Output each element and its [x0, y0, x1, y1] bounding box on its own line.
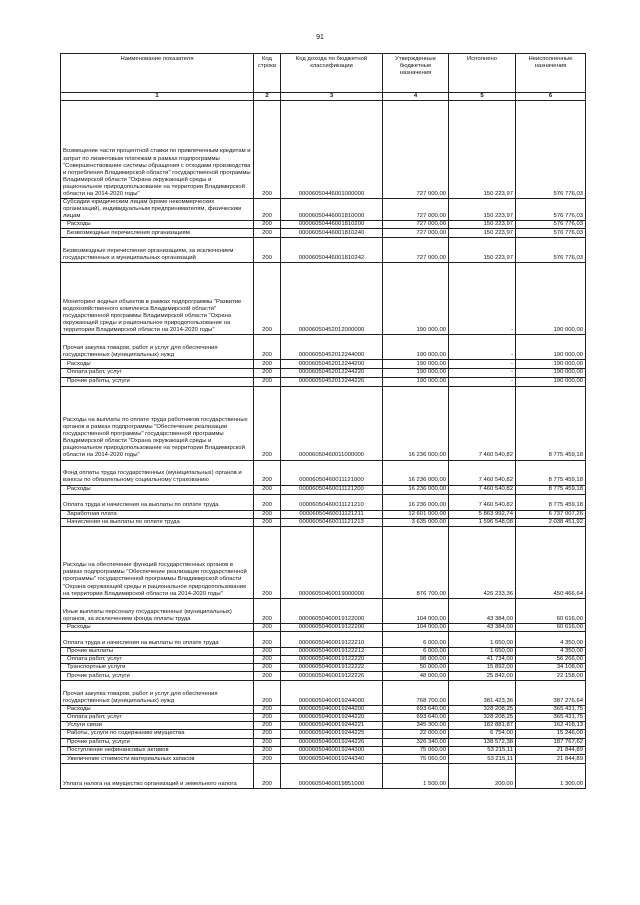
- row-approved: 22 000,00: [383, 730, 449, 738]
- row-classification: 00006050446001810242: [281, 238, 383, 263]
- table-row: [61, 722, 586, 730]
- row-name: Прочие работы, услуги: [61, 672, 254, 681]
- row-done: 5 863 992,74: [449, 510, 516, 518]
- row-done: 53 215,11: [449, 754, 516, 763]
- header-undone: Неисполненные назначения: [516, 54, 586, 93]
- row-done: 150 223,97: [449, 199, 516, 221]
- row-code: 200: [254, 494, 281, 510]
- row-approved: 6 000,00: [383, 631, 449, 647]
- row-name: Расходы: [61, 706, 254, 714]
- row-classification: 00006050452012244000: [281, 335, 383, 360]
- row-approved: 98 000,00: [383, 655, 449, 663]
- row-undone: 576 776,03: [516, 199, 586, 221]
- row-approved: 876 700,00: [383, 526, 449, 598]
- row-code: 200: [254, 631, 281, 647]
- index-cell: 1: [61, 93, 254, 101]
- table-row: [61, 510, 586, 518]
- table-row: [61, 518, 586, 526]
- row-approved: 3 635 000,00: [383, 518, 449, 526]
- row-code: 200: [254, 460, 281, 485]
- row-done: 1 650,00: [449, 647, 516, 655]
- header-approved: Утвержденные бюджетные назначения: [383, 54, 449, 93]
- row-done: 25 842,00: [449, 672, 516, 681]
- row-code: 200: [254, 746, 281, 754]
- row-name: Расходы: [61, 360, 254, 369]
- table-row: [61, 714, 586, 722]
- row-name: Расходы: [61, 623, 254, 631]
- row-undone: 21 844,89: [516, 754, 586, 763]
- row-name: Безвозмездные перечисления организациям, за исключением государственных и муниципальных организаций: [61, 238, 254, 263]
- table-row: [61, 526, 586, 598]
- row-name: Мониторинг водных объектов в рамках подпрограммы "Развитие водохозяйственного комплекса Владимирской области" государственной программы Владимирской области "Охрана окружающей среды и рациональное природопользование на территории Владимирской области на 2014-2020 годы": [61, 263, 254, 335]
- row-classification: 00006050460011121211: [281, 510, 383, 518]
- row-done: 150 223,97: [449, 101, 516, 199]
- row-undone: 187 767,62: [516, 738, 586, 746]
- row-done: 7 460 540,82: [449, 494, 516, 510]
- row-undone: 1 300,00: [516, 763, 586, 788]
- row-approved: 190 000,00: [383, 263, 449, 335]
- row-code: 200: [254, 623, 281, 631]
- row-name: Начисления на выплаты по оплате труда: [61, 518, 254, 526]
- row-done: 7 460 540,82: [449, 485, 516, 494]
- table-row: [61, 221, 586, 229]
- row-classification: 00006050452012244220: [281, 369, 383, 377]
- row-approved: 727 000,00: [383, 221, 449, 229]
- row-name: Оплата работ, услуг: [61, 714, 254, 722]
- table-row: [61, 706, 586, 714]
- row-name: Оплата работ, услуг: [61, 369, 254, 377]
- table-row: [61, 730, 586, 738]
- row-classification: 00006050446001810000: [281, 199, 383, 221]
- row-code: 200: [254, 221, 281, 229]
- row-code: 200: [254, 681, 281, 706]
- row-classification: 00006050460011000000: [281, 386, 383, 460]
- index-cell: 6: [516, 93, 586, 101]
- header-done: Исполнено: [449, 54, 516, 93]
- table-row: [61, 263, 586, 335]
- row-name: Расходы: [61, 485, 254, 494]
- header-name: Наименование показателя: [61, 54, 254, 93]
- row-classification: 00006050460011121000: [281, 460, 383, 485]
- row-approved: 190 000,00: [383, 360, 449, 369]
- row-approved: 1 500,00: [383, 763, 449, 788]
- table-row: [61, 335, 586, 360]
- row-classification: 00006050460019244226: [281, 738, 383, 746]
- row-classification: 00006050446001000000: [281, 101, 383, 199]
- index-cell: 3: [281, 93, 383, 101]
- row-approved: 727 000,00: [383, 238, 449, 263]
- row-undone: 576 776,03: [516, 221, 586, 229]
- row-approved: 693 640,00: [383, 706, 449, 714]
- table-row: [61, 199, 586, 221]
- row-name: Прочие выплаты: [61, 647, 254, 655]
- table-row: [61, 754, 586, 763]
- row-classification: 00006050460019244300: [281, 746, 383, 754]
- row-undone: 60 616,00: [516, 623, 586, 631]
- row-code: 200: [254, 369, 281, 377]
- row-undone: 576 776,03: [516, 238, 586, 263]
- row-classification: 00006050452012244226: [281, 377, 383, 386]
- row-classification: 00006050460019122000: [281, 598, 383, 623]
- header-code: Код строки: [254, 54, 281, 93]
- row-code: 200: [254, 360, 281, 369]
- row-code: 200: [254, 714, 281, 722]
- row-classification: 00006050446001810200: [281, 221, 383, 229]
- row-approved: 190 000,00: [383, 377, 449, 386]
- row-undone: 56 266,00: [516, 655, 586, 663]
- row-done: -: [449, 335, 516, 360]
- row-code: 200: [254, 377, 281, 386]
- row-code: 200: [254, 263, 281, 335]
- header-row: [61, 54, 586, 93]
- row-undone: 21 844,89: [516, 746, 586, 754]
- row-undone: 15 246,00: [516, 730, 586, 738]
- row-approved: 16 236 000,00: [383, 494, 449, 510]
- table-row: [61, 377, 586, 386]
- row-undone: 190 000,00: [516, 335, 586, 360]
- row-undone: 8 775 459,18: [516, 460, 586, 485]
- row-approved: 727 000,00: [383, 229, 449, 238]
- row-classification: 00006050460019244221: [281, 722, 383, 730]
- row-code: 200: [254, 335, 281, 360]
- row-name: Оплата труда и начисления на выплаты по оплате труда: [61, 494, 254, 510]
- table-row: [61, 229, 586, 238]
- row-name: Субсидии юридическим лицам (кроме некоммерческих организаций), индивидуальным предпринимателям, физическим лицам: [61, 199, 254, 221]
- row-undone: 6 737 007,26: [516, 510, 586, 518]
- row-name: Расходы на обеспечение функций государственных органов в рамках подпрограммы "Обеспечение реализации государственной программы" государственной программы Владимирской области "Охрана окружающей среды и рациональное природопользование на территории Владимирской области на 2014-2020 годы": [61, 526, 254, 598]
- row-name: Поступление нефинансовых активов: [61, 746, 254, 754]
- row-approved: 326 340,00: [383, 738, 449, 746]
- row-done: 43 384,00: [449, 623, 516, 631]
- row-classification: 00006050460019244225: [281, 730, 383, 738]
- row-code: 200: [254, 754, 281, 763]
- table-row: [61, 647, 586, 655]
- table-row: [61, 369, 586, 377]
- row-approved: 75 060,00: [383, 746, 449, 754]
- row-done: 41 734,00: [449, 655, 516, 663]
- row-code: 200: [254, 763, 281, 788]
- row-name: Заработная плата: [61, 510, 254, 518]
- row-undone: 8 775 459,18: [516, 485, 586, 494]
- row-undone: 190 000,00: [516, 263, 586, 335]
- row-classification: 00006050460019122222: [281, 664, 383, 672]
- row-done: 150 223,97: [449, 238, 516, 263]
- row-classification: 00006050460019244000: [281, 681, 383, 706]
- row-undone: 450 466,64: [516, 526, 586, 598]
- row-classification: 00006050460019122212: [281, 647, 383, 655]
- row-undone: 60 616,00: [516, 598, 586, 623]
- table-row: [61, 763, 586, 788]
- table-row: [61, 746, 586, 754]
- row-undone: 576 776,03: [516, 229, 586, 238]
- index-cell: 4: [383, 93, 449, 101]
- row-approved: 190 000,00: [383, 369, 449, 377]
- row-code: 200: [254, 518, 281, 526]
- row-done: -: [449, 360, 516, 369]
- row-name: Иные выплаты персоналу государственных (муниципальных) органов, за исключением фонда оплаты труда: [61, 598, 254, 623]
- row-approved: 345 300,00: [383, 722, 449, 730]
- table-row: [61, 738, 586, 746]
- row-name: Прочие работы, услуги: [61, 377, 254, 386]
- row-done: -: [449, 263, 516, 335]
- row-classification: 00006050460019122226: [281, 672, 383, 681]
- table-row: [61, 386, 586, 460]
- row-approved: 768 700,00: [383, 681, 449, 706]
- table-row: [61, 238, 586, 263]
- row-code: 200: [254, 738, 281, 746]
- row-undone: 2 038 451,92: [516, 518, 586, 526]
- row-undone: 22 158,00: [516, 672, 586, 681]
- row-code: 200: [254, 664, 281, 672]
- index-cell: 2: [254, 93, 281, 101]
- row-undone: 576 776,03: [516, 101, 586, 199]
- row-name: Прочая закупка товаров, работ и услуг для обеспечения государственных (муниципальных) нужд: [61, 681, 254, 706]
- row-done: 426 233,36: [449, 526, 516, 598]
- row-undone: 365 431,75: [516, 714, 586, 722]
- row-code: 200: [254, 722, 281, 730]
- row-name: Транспортные услуги: [61, 664, 254, 672]
- row-classification: 00006050460011121213: [281, 518, 383, 526]
- row-code: 200: [254, 706, 281, 714]
- row-done: 200,00: [449, 763, 516, 788]
- table-row: [61, 623, 586, 631]
- row-approved: 190 000,00: [383, 335, 449, 360]
- row-code: 200: [254, 672, 281, 681]
- row-classification: 00006050460011121200: [281, 485, 383, 494]
- row-approved: 727 000,00: [383, 101, 449, 199]
- row-name: Прочая закупка товаров, работ и услуг для обеспечения государственных (муниципальных) нужд: [61, 335, 254, 360]
- row-name: Работы, услуги по содержанию имущества: [61, 730, 254, 738]
- row-classification: 00006050460011121210: [281, 494, 383, 510]
- table-row: [61, 494, 586, 510]
- row-name: Оплата труда и начисления на выплаты по оплате труда: [61, 631, 254, 647]
- row-done: 182 881,87: [449, 722, 516, 730]
- row-undone: 387 276,64: [516, 681, 586, 706]
- page-number: 91: [316, 34, 324, 41]
- row-approved: 16 236 000,00: [383, 386, 449, 460]
- row-approved: 6 000,00: [383, 647, 449, 655]
- row-approved: 693 640,00: [383, 714, 449, 722]
- row-name: Прочие работы, услуги: [61, 738, 254, 746]
- row-approved: 16 236 000,00: [383, 485, 449, 494]
- row-code: 200: [254, 730, 281, 738]
- row-done: 6 754,00: [449, 730, 516, 738]
- table-row: [61, 101, 586, 199]
- row-name: Фонд оплаты труда государственных (муниципальных) органов и взносы по обязательному социальному страхованию: [61, 460, 254, 485]
- row-done: 1 650,00: [449, 631, 516, 647]
- index-row: [61, 93, 586, 101]
- row-code: 200: [254, 199, 281, 221]
- row-name: Услуги связи: [61, 722, 254, 730]
- row-name: Расходы на выплаты по оплате труда работников государственных органов в рамках подпрограммы "Обеспечение реализации государственной программы" государственной программы Владимирской области "Охрана окружающей среды и рациональное природопользование на территории Владимирской области на 2014-2020 годы": [61, 386, 254, 460]
- row-code: 200: [254, 526, 281, 598]
- row-done: 53 215,11: [449, 746, 516, 754]
- table-row: [61, 672, 586, 681]
- table-row: [61, 598, 586, 623]
- budget-table: [60, 53, 586, 789]
- row-classification: 00006050452012000000: [281, 263, 383, 335]
- row-done: 381 423,36: [449, 681, 516, 706]
- row-classification: 00006050460019244220: [281, 714, 383, 722]
- row-classification: 00006050446001810240: [281, 229, 383, 238]
- row-done: -: [449, 377, 516, 386]
- row-undone: 4 350,00: [516, 647, 586, 655]
- row-undone: 162 418,13: [516, 722, 586, 730]
- table-row: [61, 681, 586, 706]
- row-approved: 48 000,00: [383, 672, 449, 681]
- row-name: Увеличение стоимости материальных запасов: [61, 754, 254, 763]
- row-done: 138 572,38: [449, 738, 516, 746]
- row-approved: 727 000,00: [383, 199, 449, 221]
- row-done: 150 223,97: [449, 229, 516, 238]
- row-code: 200: [254, 598, 281, 623]
- row-classification: 00006050460019122220: [281, 655, 383, 663]
- row-classification: 00006050460019244340: [281, 754, 383, 763]
- row-name: Безвозмездные перечисления организациям: [61, 229, 254, 238]
- row-code: 200: [254, 647, 281, 655]
- table-row: [61, 655, 586, 663]
- table-row: [61, 485, 586, 494]
- row-classification: 00006050452012244200: [281, 360, 383, 369]
- row-done: -: [449, 369, 516, 377]
- row-done: 15 892,00: [449, 664, 516, 672]
- row-code: 200: [254, 386, 281, 460]
- row-undone: 8 775 459,18: [516, 386, 586, 460]
- row-approved: 75 060,00: [383, 754, 449, 763]
- row-undone: 8 775 459,18: [516, 494, 586, 510]
- row-code: 200: [254, 238, 281, 263]
- row-code: 200: [254, 229, 281, 238]
- table-row: [61, 631, 586, 647]
- table-row: [61, 664, 586, 672]
- row-done: 1 596 548,08: [449, 518, 516, 526]
- row-undone: 190 000,00: [516, 360, 586, 369]
- row-done: 150 223,97: [449, 221, 516, 229]
- row-undone: 190 000,00: [516, 369, 586, 377]
- row-done: 328 208,25: [449, 706, 516, 714]
- row-undone: 4 350,00: [516, 631, 586, 647]
- row-name: Расходы: [61, 221, 254, 229]
- row-approved: 104 000,00: [383, 598, 449, 623]
- table-row: [61, 360, 586, 369]
- row-done: 7 460 540,82: [449, 386, 516, 460]
- row-approved: 16 236 000,00: [383, 460, 449, 485]
- row-code: 200: [254, 485, 281, 494]
- row-approved: 50 000,00: [383, 664, 449, 672]
- row-undone: 365 431,75: [516, 706, 586, 714]
- row-undone: 34 108,00: [516, 664, 586, 672]
- row-undone: 190 000,00: [516, 377, 586, 386]
- row-code: 200: [254, 655, 281, 663]
- row-approved: 104 000,00: [383, 623, 449, 631]
- row-classification: 00006050460019000000: [281, 526, 383, 598]
- row-name: Оплата работ, услуг: [61, 655, 254, 663]
- row-done: 7 460 540,82: [449, 460, 516, 485]
- index-cell: 5: [449, 93, 516, 101]
- row-classification: 00006050460019851000: [281, 763, 383, 788]
- row-done: 328 208,25: [449, 714, 516, 722]
- row-classification: 00006050460019122210: [281, 631, 383, 647]
- table-row: [61, 460, 586, 485]
- row-classification: 00006050460019244200: [281, 706, 383, 714]
- row-approved: 12 601 000,00: [383, 510, 449, 518]
- row-code: 200: [254, 101, 281, 199]
- row-classification: 00006050460019122200: [281, 623, 383, 631]
- row-done: 43 384,00: [449, 598, 516, 623]
- header-classification: Код дохода по бюджетной классификации: [281, 54, 383, 93]
- row-name: Уплата налога на имущество организаций и земельного налога: [61, 763, 254, 788]
- row-code: 200: [254, 510, 281, 518]
- row-name: Возмещение части процентной ставки по привлеченным кредитам и затрат по лизинговым платежам в рамках подпрограммы "Совершенствование системы обращения с отходами производства и потребления Владимирской области" государственной программы Владимирской области "Охрана окружающей среды и рациональное природопользование на территории Владимирской области на 2014-2020 годы": [61, 101, 254, 199]
